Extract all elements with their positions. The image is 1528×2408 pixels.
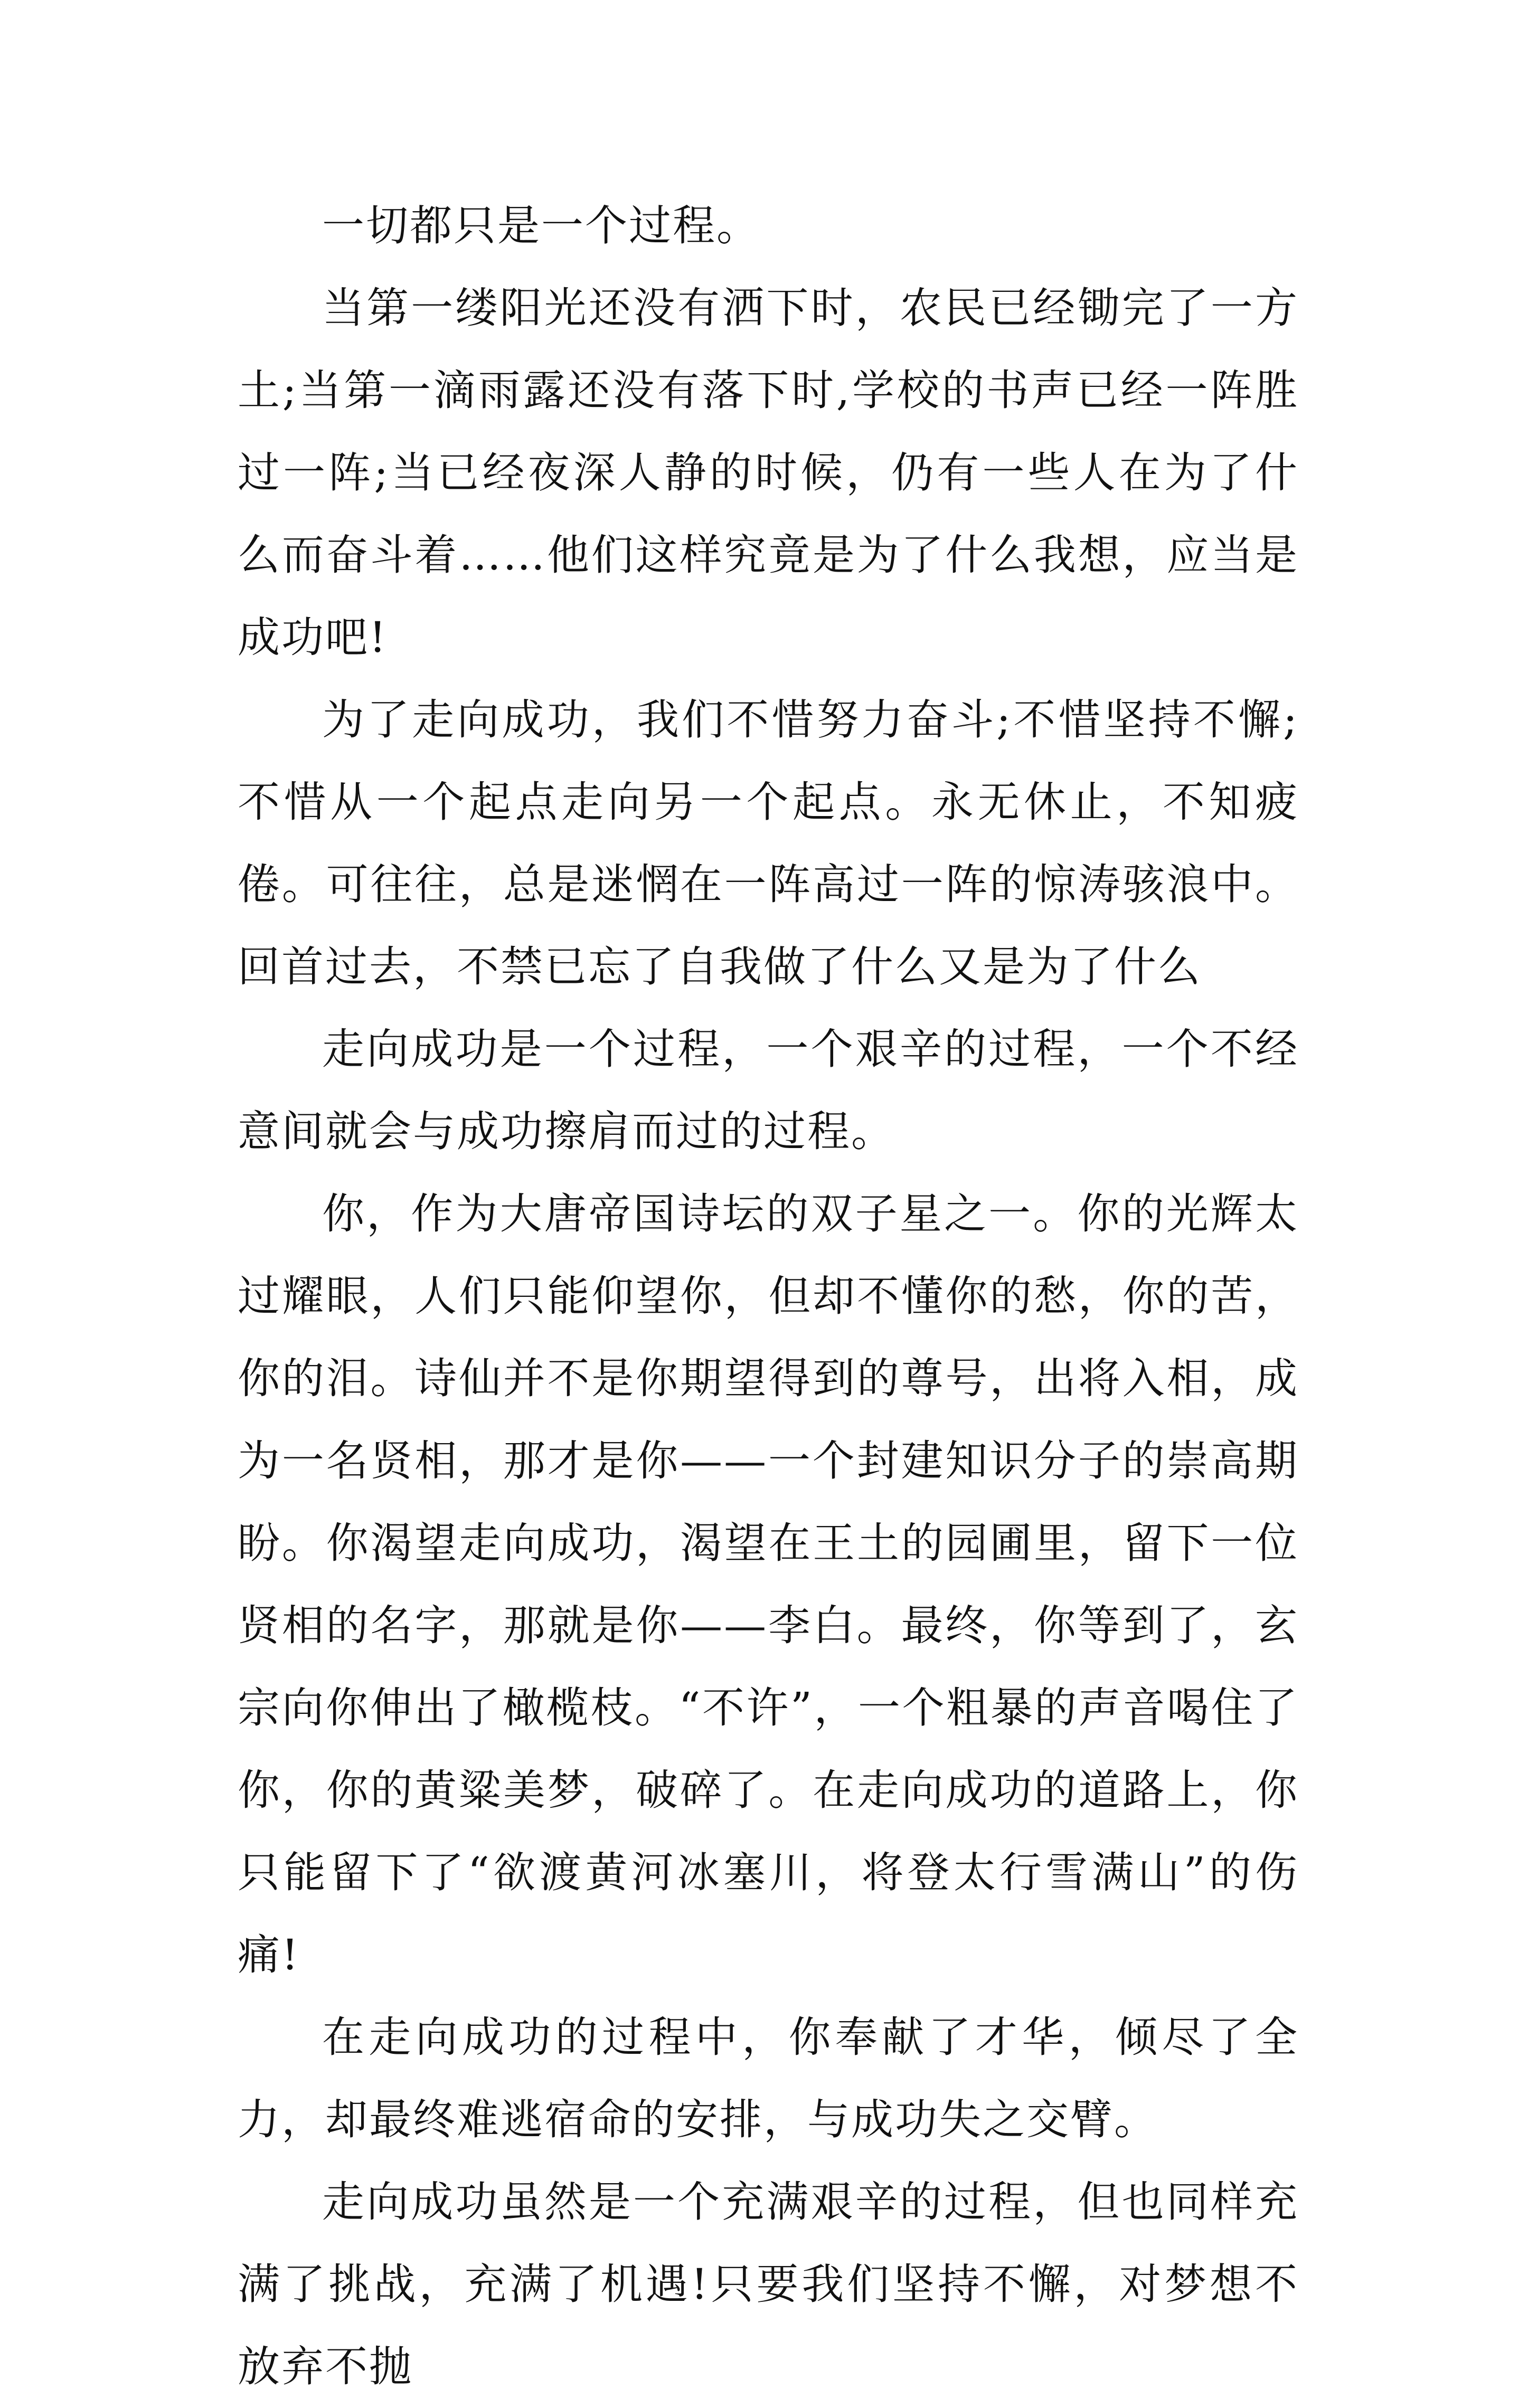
paragraph-5: 你，作为大唐帝国诗坛的双子星之一。你的光辉太过耀眼，人们只能仰望你，但却不懂你的愁，你的苦，你的泪。诗仙并不是你期望得到的尊号，出将入相，成为一名贤相，那才是你——一个封建知识分子的崇高期盼。你渴望走向成功，渴望在王土的园圃里，留下一位贤相的名字，那就是你——李白。最终，你等到了，玄宗向你伸出了橄榄枝。“不许”，一个粗暴的声音喝住了你，你的黄粱美梦，破碎了。在走向成功的道路上，你只能留下了“欲渡黄河冰塞川，将登太行雪满山”的伤痛! (238, 1189, 1299, 1979)
article-body (238, 185, 1299, 2408)
paragraph-7: 走向成功虽然是一个充满艰辛的过程，但也同样充满了挑战，充满了机遇!只要我们坚持不懈，对梦想不放弃不抛 (238, 2177, 1299, 2391)
paragraph-6: 在走向成功的过程中，你奉献了才华，倾尽了全力，却最终难逃宿命的安排，与成功失之交臂。 (238, 2013, 1299, 2144)
paragraph-2: 当第一缕阳光还没有洒下时，农民已经锄完了一方土;当第一滴雨露还没有落下时,学校的书声已经一阵胜过一阵;当已经夜深人静的时候，仍有一些人在为了什么而奋斗着……他们这样究竟是为了什么我想，应当是成功吧! (238, 283, 1299, 662)
paragraph-3: 为了走向成功，我们不惜努力奋斗;不惜坚持不懈;不惜从一个起点走向另一个起点。永无休止，不知疲倦。可往往，总是迷惘在一阵高过一阵的惊涛骇浪中。回首过去，不禁已忘了自我做了什么又是为了什么 (238, 695, 1299, 991)
paragraph-4: 走向成功是一个过程，一个艰辛的过程，一个不经意间就会与成功擦肩而过的过程。 (238, 1025, 1299, 1156)
paragraph-1: 一切都只是一个过程。 (322, 201, 760, 250)
